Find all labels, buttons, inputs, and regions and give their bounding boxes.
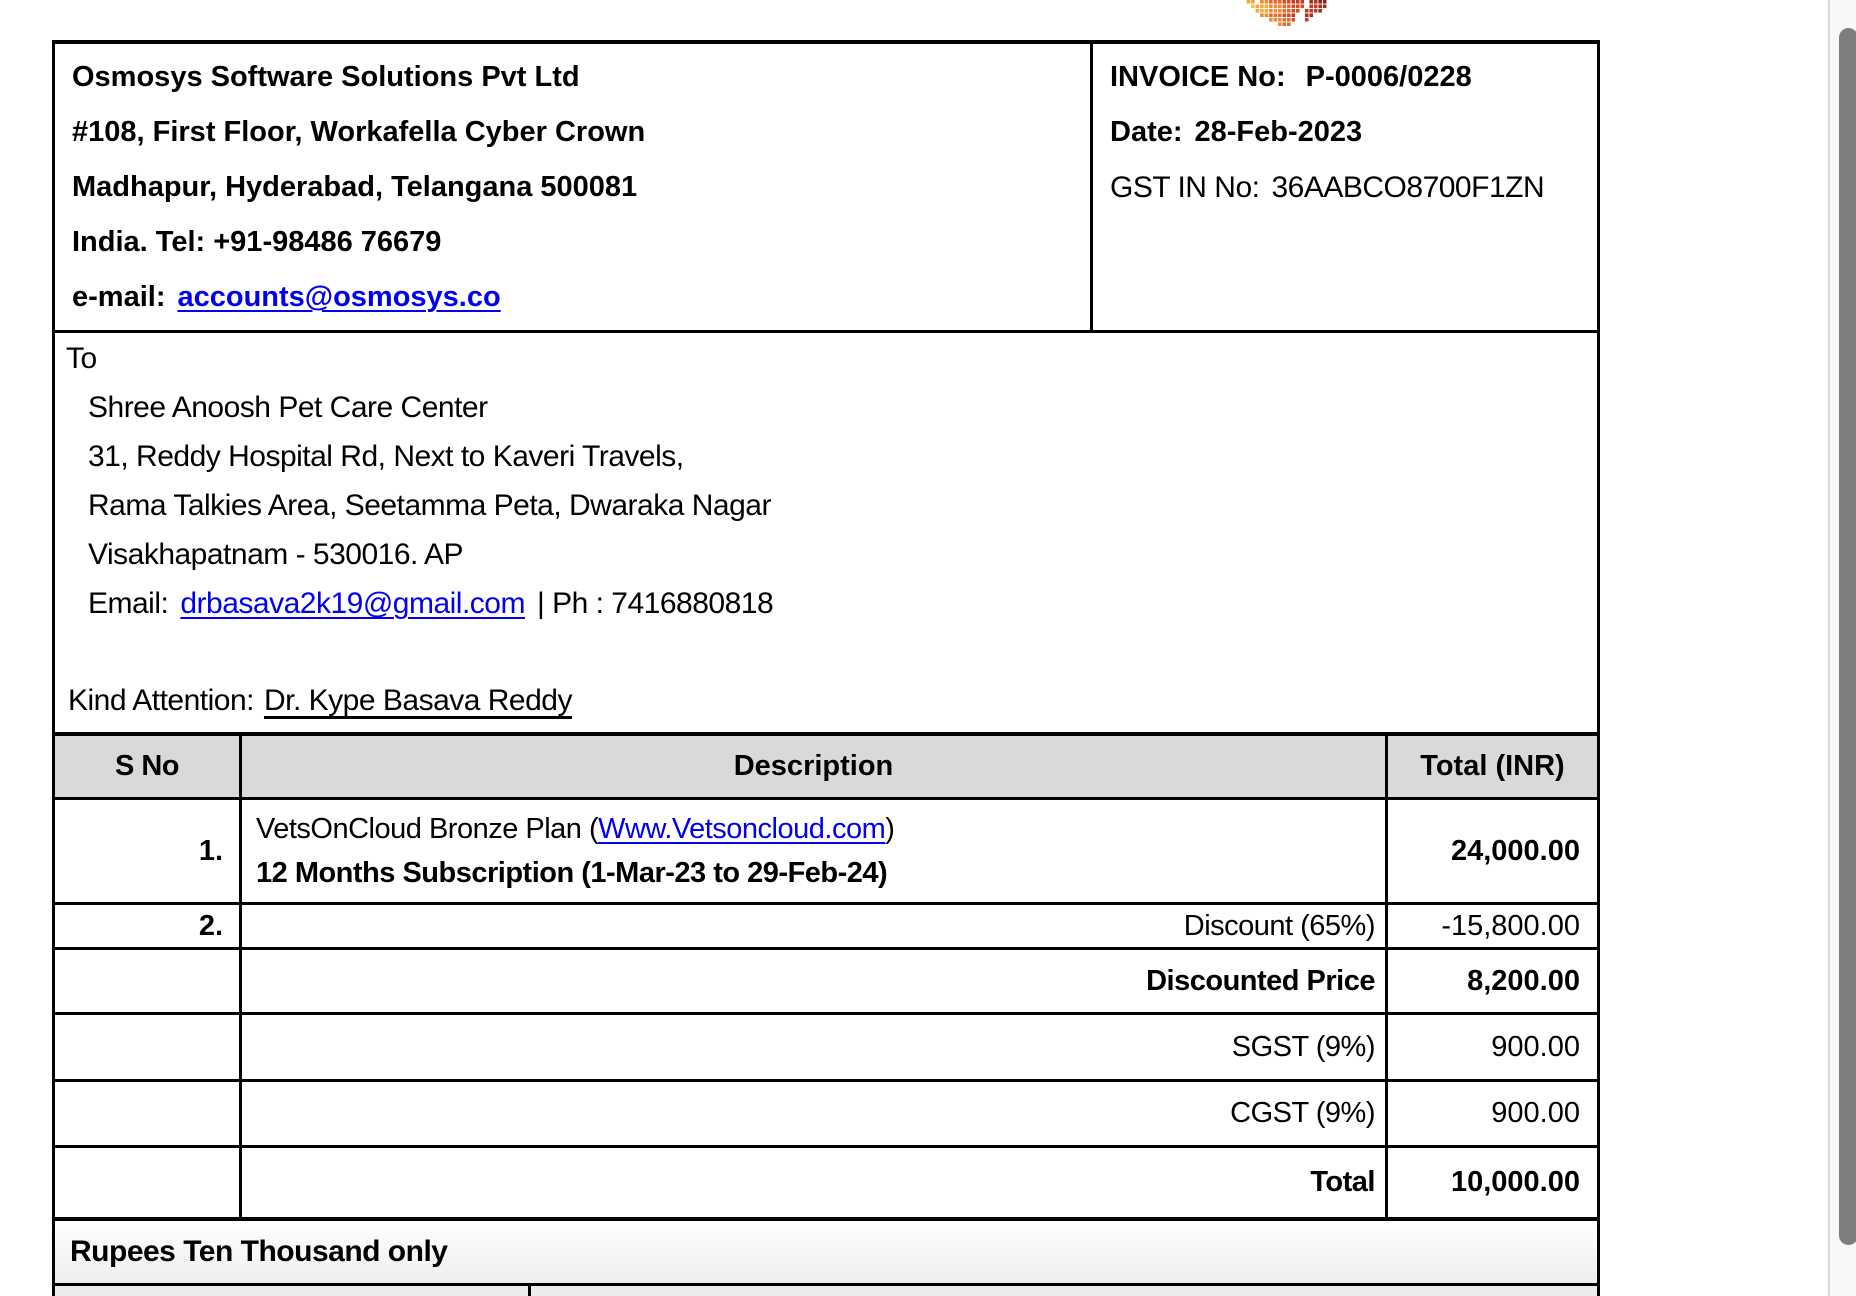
total-label: Total <box>242 1148 1388 1217</box>
invoice-header-section <box>55 44 1597 333</box>
discounted-sno-empty <box>55 950 242 1012</box>
sgst-amount: 900.00 <box>1491 1030 1580 1063</box>
total-sno-empty <box>55 1148 242 1217</box>
cgst-sno-empty <box>55 1082 242 1145</box>
recipient-email-line <box>55 579 1597 628</box>
recipient-section <box>55 333 1597 736</box>
recipient-phone: | Ph : 7416880818 <box>536 587 774 620</box>
table-row-cgst <box>55 1082 1597 1148</box>
header-total: Total (INR) <box>1420 750 1565 782</box>
kind-attention-line <box>55 676 1597 725</box>
discount-amount: -15,800.00 <box>1441 909 1580 942</box>
vertical-scrollbar-thumb[interactable] <box>1839 28 1856 1245</box>
item2-sno: 2. <box>55 905 242 947</box>
sgst-sno-empty <box>55 1015 242 1079</box>
to-label: To <box>66 342 97 375</box>
vetsoncloud-link[interactable]: Www.Vetsoncloud.com <box>598 813 886 845</box>
invoice-date-label: Date: <box>1110 116 1183 148</box>
invoice-number-label: INVOICE No: <box>1110 61 1286 93</box>
table-row-total <box>55 1148 1597 1221</box>
item1-desc-line1 <box>256 807 1385 851</box>
gst-line <box>1110 160 1597 215</box>
item1-desc-line2: 12 Months Subscription (1-Mar-23 to 29-Feb-24) <box>256 857 888 889</box>
total-amount: 10,000.00 <box>1450 1166 1580 1198</box>
table-row-item1 <box>55 800 1597 905</box>
kind-attention-label: Kind Attention: <box>68 684 254 717</box>
seller-email-link[interactable]: accounts@osmosys.co <box>177 281 501 313</box>
table-header-row <box>55 736 1597 800</box>
invoice-document <box>52 40 1600 1296</box>
recipient-name: Shree Anoosh Pet Care Center <box>88 391 488 424</box>
partial-cell-right <box>531 1286 1597 1296</box>
invoice-number-line <box>1110 50 1597 105</box>
discounted-price-label: Discounted Price <box>242 950 1388 1012</box>
seller-info <box>55 44 1090 330</box>
recipient-address-line3: Visakhapatnam - 530016. AP <box>88 538 464 571</box>
table-row-sgst <box>55 1015 1597 1082</box>
kind-attention-name: Dr. Kype Basava Reddy <box>263 684 572 717</box>
gst-label: GST IN No: <box>1110 171 1260 204</box>
recipient-address-line1: 31, Reddy Hospital Rd, Next to Kaveri Travels, <box>88 440 684 473</box>
table-row-discount <box>55 905 1597 950</box>
seller-address-line3: India. Tel: +91-98486 76679 <box>72 226 442 258</box>
partial-cell-left <box>55 1286 531 1296</box>
sgst-label: SGST (9%) <box>242 1015 1388 1079</box>
recipient-email-link[interactable]: drbasava2k19@gmail.com <box>180 587 525 620</box>
invoice-meta <box>1090 44 1597 330</box>
gst-value: 36AABCO8700F1ZN <box>1271 171 1545 204</box>
osmosys-logo-fragment <box>1240 0 1334 26</box>
seller-email-line <box>72 270 1090 325</box>
item1-desc-pre: VetsOnCloud Bronze Plan ( <box>256 813 599 845</box>
invoice-number-value: P-0006/0228 <box>1305 61 1472 93</box>
seller-name: Osmosys Software Solutions Pvt Ltd <box>72 61 580 93</box>
item1-amount: 24,000.00 <box>1450 834 1580 867</box>
seller-address-line2: Madhapur, Hyderabad, Telangana 500081 <box>72 171 638 203</box>
item1-description <box>242 800 1388 902</box>
header-description: Description <box>242 736 1388 797</box>
discounted-price-amount: 8,200.00 <box>1467 964 1580 997</box>
discount-label: Discount (65%) <box>242 905 1388 947</box>
cgst-label: CGST (9%) <box>242 1082 1388 1145</box>
amount-in-words: Rupees Ten Thousand only <box>55 1221 1597 1286</box>
recipient-email-label: Email: <box>88 587 169 620</box>
recipient-address-line2: Rama Talkies Area, Seetamma Peta, Dwaraka Nagar <box>88 489 771 522</box>
vertical-scrollbar-track[interactable] <box>1828 0 1856 1296</box>
item1-sno: 1. <box>55 800 242 902</box>
invoice-date-line <box>1110 105 1597 160</box>
cgst-amount: 900.00 <box>1491 1097 1580 1129</box>
seller-address-line1: #108, First Floor, Workafella Cyber Crown <box>72 116 646 148</box>
next-row-partial <box>55 1286 1597 1296</box>
seller-email-label: e-mail: <box>72 281 166 313</box>
invoice-date-value: 28-Feb-2023 <box>1194 116 1363 148</box>
table-row-discounted-price <box>55 950 1597 1015</box>
item1-desc-post: ) <box>885 813 895 845</box>
header-sno: S No <box>55 736 242 797</box>
